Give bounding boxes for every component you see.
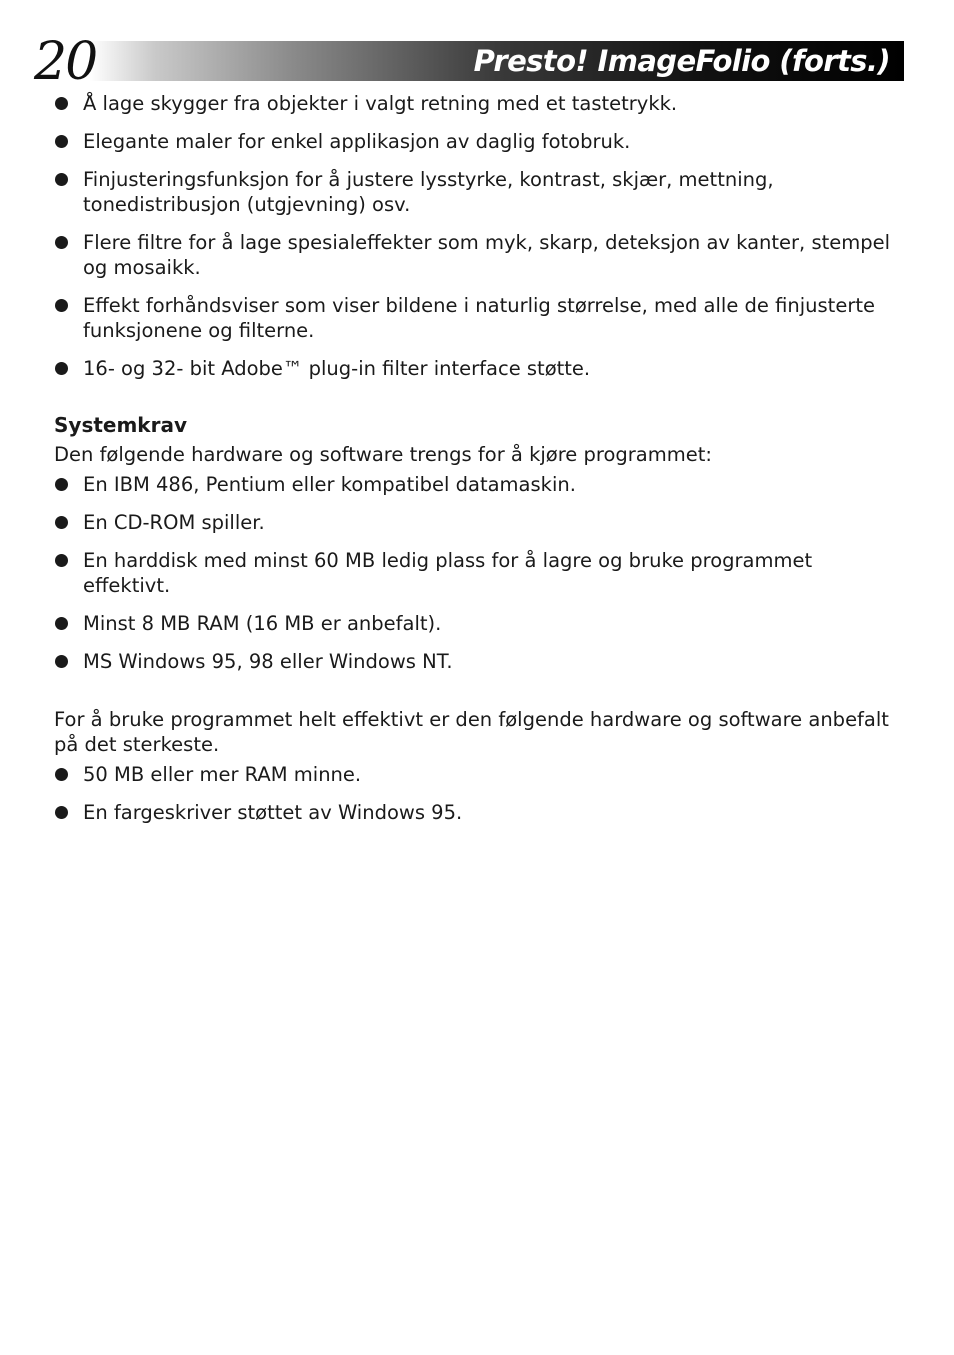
bullet-icon (55, 362, 68, 375)
list-item (54, 472, 904, 497)
bullet-icon (55, 135, 68, 148)
recommended-list (54, 762, 904, 825)
recommended-intro: For å bruke programmet helt effektivt er den følgende hardware og software anbefalt på det sterkeste. (54, 708, 889, 756)
list-item-text: Minst 8 MB RAM (16 MB er anbefalt). (83, 612, 442, 635)
bullet-icon (55, 299, 68, 312)
bullet-icon (55, 768, 68, 781)
list-item-text: Å lage skygger fra objekter i valgt retning med et tastetrykk. (83, 92, 678, 115)
list-item (54, 611, 904, 636)
list-item-text: 50 MB eller mer RAM minne. (83, 763, 362, 786)
list-item (54, 129, 904, 154)
header-bar (90, 41, 904, 81)
bullet-icon (55, 617, 68, 630)
bullet-icon (55, 806, 68, 819)
list-item-text: Flere filtre for å lage spesialeffekter som myk, skarp, deteksjon av kanter, stempel og mosaikk. (83, 231, 891, 279)
feature-list (54, 91, 904, 381)
list-item-text: 16- og 32- bit Adobe™ plug-in filter interface støtte. (83, 357, 591, 380)
list-item-text: En fargeskriver støttet av Windows 95. (83, 801, 463, 824)
page-title: Presto! ImageFolio (forts.) (473, 44, 890, 78)
bullet-icon (55, 516, 68, 529)
bullet-icon (55, 478, 68, 491)
list-item (54, 800, 904, 825)
bullet-icon (55, 554, 68, 567)
list-item (54, 167, 904, 217)
list-item (54, 649, 904, 674)
list-item-text: Elegante maler for enkel applikasjon av daglig fotobruk. (83, 130, 631, 153)
list-item (54, 510, 904, 535)
list-item (54, 548, 904, 598)
requirements-list (54, 472, 904, 674)
list-item-text: Effekt forhåndsviser som viser bildene i naturlig størrelse, med alle de finjusterte funksjonene og filterne. (83, 294, 875, 342)
list-item (54, 356, 904, 381)
main-content (54, 91, 904, 838)
list-item-text: Finjusteringsfunksjon for å justere lysstyrke, kontrast, skjær, mettning, tonedistribusjon (utgjevning) osv. (83, 168, 774, 216)
bullet-icon (55, 236, 68, 249)
page-header (0, 34, 954, 90)
list-item-text: En harddisk med minst 60 MB ledig plass for å lagre og bruke programmet effektivt. (83, 549, 813, 597)
systemkrav-intro: Den følgende hardware og software trengs for å kjøre programmet: (54, 443, 712, 466)
page-number: 20 (34, 32, 97, 92)
bullet-icon (55, 655, 68, 668)
bullet-icon (55, 173, 68, 186)
list-item (54, 230, 904, 280)
list-item-text: MS Windows 95, 98 eller Windows NT. (83, 650, 453, 673)
list-item-text: En IBM 486, Pentium eller kompatibel datamaskin. (83, 473, 576, 496)
bullet-icon (55, 97, 68, 110)
list-item (54, 762, 904, 787)
list-item-text: En CD-ROM spiller. (83, 511, 265, 534)
section-heading-systemkrav: Systemkrav (54, 413, 188, 437)
list-item (54, 91, 904, 116)
list-item (54, 293, 904, 343)
